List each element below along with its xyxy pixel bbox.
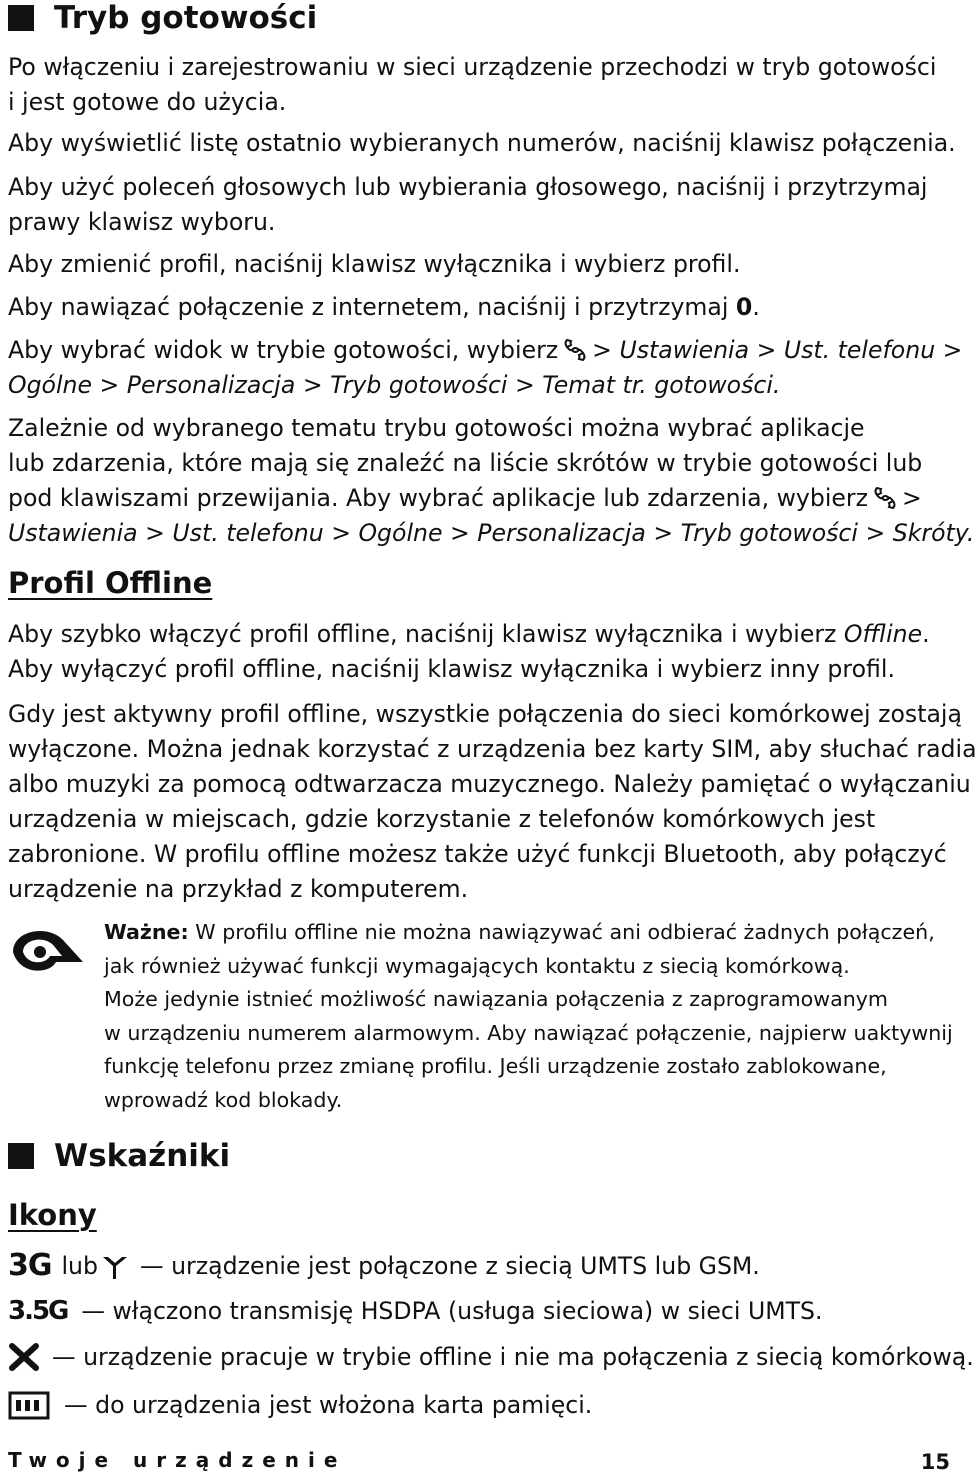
text-segment: Aby szybko włączyć profil offline, naciśnij klawisz wyłącznika i wybierz	[8, 620, 844, 648]
heading-text: Wskaźniki	[54, 1138, 231, 1174]
separator: >	[99, 371, 120, 399]
note-label: Ważne:	[104, 920, 189, 944]
footer-chapter: Twoje urządzenie	[8, 1448, 347, 1472]
antenna-icon	[100, 1251, 130, 1281]
menu-key-icon	[872, 484, 898, 512]
menu-path-item: Ust. telefonu	[172, 519, 324, 547]
text-segment: .	[752, 293, 760, 321]
separator: >	[942, 336, 963, 364]
paragraph-shortcuts	[8, 411, 974, 551]
section-heading-offline: Profil Offline	[8, 566, 213, 600]
separator: >	[865, 519, 886, 547]
key-label: 0	[735, 293, 753, 321]
text-line: Zależnie od wybranego tematu trybu gotowości można wybrać aplikacje	[8, 414, 865, 442]
icon-description: — urządzenie pracuje w trybie offline i nie ma połączenia z siecią komórkową.	[52, 1343, 974, 1371]
text-segment: Aby wybrać widok w trybie gotowości, wybierz	[8, 336, 559, 364]
3g-icon: 3G	[8, 1248, 52, 1283]
separator: >	[145, 519, 165, 547]
menu-path-item: Ustawienia	[8, 519, 138, 547]
text-segment: Aby nawiązać połączenie z internetem, naciśnij i przytrzymaj	[8, 293, 736, 321]
menu-path-item: Tryb gotowości	[680, 519, 858, 547]
text-segment: pod klawiszami przewijania. Aby wybrać aplikacje lub zdarzenia, wybierz	[8, 484, 868, 512]
icon-row-3g	[8, 1248, 760, 1283]
section-heading-indicators	[8, 1138, 230, 1174]
separator: >	[902, 484, 922, 512]
note-important	[104, 916, 953, 1117]
menu-path-item: Offline	[843, 620, 923, 648]
paragraph-offline-enable	[8, 617, 930, 687]
section-heading-standby	[8, 0, 317, 36]
menu-path-item: Temat tr. gotowości.	[542, 371, 781, 399]
text-line: Może jedynie istnieć możliwość nawiązania połączenia z zaprogramowanym	[104, 987, 888, 1011]
text-line: Aby wyłączyć profil offline, naciśnij klawisz wyłącznika i wybierz inny profil.	[8, 655, 895, 683]
paragraph-voice-commands	[8, 170, 927, 240]
heading-bullet-icon	[8, 5, 34, 31]
separator: >	[592, 336, 612, 364]
text-line	[104, 916, 953, 950]
separator: >	[450, 519, 470, 547]
text-segment: .	[922, 620, 930, 648]
text-line: urządzenie na przykład z komputerem.	[8, 875, 469, 903]
paragraph-standby-intro	[8, 50, 936, 120]
page-number: 15	[920, 1450, 950, 1474]
text-segment: lub	[61, 1251, 98, 1280]
separator: >	[331, 519, 351, 547]
text-line: funkcję telefonu przez zmianę profilu. Jeśli urządzenie zostało zablokowane,	[104, 1054, 887, 1078]
icon-description: — urządzenie jest połączone z siecią UMTS lub GSM.	[140, 1251, 760, 1280]
memory-card-icon	[8, 1389, 50, 1421]
important-icon	[8, 922, 86, 980]
menu-key-icon	[562, 336, 588, 364]
paragraph-change-profile	[8, 247, 740, 282]
menu-path-item: Personalizacja	[477, 519, 646, 547]
menu-path-item: Personalizacja	[126, 371, 296, 399]
text-line: jak również używać funkcji wymagających kontaktu z siecią komórkową.	[104, 953, 850, 978]
menu-path-item: Ustawienia	[619, 336, 750, 364]
text-line: zabronione. W profilu offline możesz także użyć funkcji Bluetooth, aby połączyć	[8, 840, 947, 868]
text-line: urządzenia w miejscach, gdzie korzystanie z telefonów komórkowych jest	[8, 805, 876, 833]
text-line: prawy klawisz wyboru.	[8, 208, 276, 236]
icon-row-3-5g	[8, 1296, 822, 1326]
text-line	[8, 290, 760, 325]
paragraph-standby-view	[8, 333, 962, 403]
text-line	[8, 617, 930, 652]
icon-description: — włączono transmisję HSDPA (usługa sieciowa) w sieci UMTS.	[81, 1297, 823, 1325]
offline-icon	[8, 1343, 40, 1371]
icon-row-offline	[8, 1343, 974, 1371]
3-5g-icon: 3.5G	[8, 1296, 68, 1326]
separator: >	[514, 371, 535, 399]
text-line: Gdy jest aktywny profil offline, wszystkie połączenia do sieci komórkowej zostają	[8, 700, 962, 728]
text-line: i jest gotowe do użycia.	[8, 88, 287, 116]
text-line	[8, 368, 962, 403]
text-line	[8, 481, 974, 516]
text-line: albo muzyki za pomocą odtwarzacza muzycznego. Należy pamiętać o wyłączaniu	[8, 770, 971, 798]
text-line: wyłączone. Można jednak korzystać z urządzenia bez karty SIM, aby słuchać radia	[8, 735, 977, 763]
menu-path-item: Skróty.	[892, 519, 975, 547]
separator: >	[756, 336, 777, 364]
separator: >	[653, 519, 674, 547]
paragraph-offline-details	[8, 697, 977, 907]
icon-row-memory-card	[8, 1389, 592, 1421]
menu-path-item: Ogólne	[8, 371, 93, 399]
text-line: Aby wyświetlić listę ostatnio wybieranych numerów, naciśnij klawisz połączenia.	[8, 129, 956, 157]
text-line: w urządzeniu numerem alarmowym. Aby nawiązać połączenie, najpierw uaktywnij	[104, 1020, 953, 1045]
menu-path-item: Ogólne	[358, 519, 443, 547]
menu-path-item: Tryb gotowości	[330, 371, 508, 399]
subheading-icons: Ikony	[8, 1198, 97, 1232]
text-line: lub zdarzenia, które mają się znaleźć na liście skrótów w trybie gotowości lub	[8, 449, 923, 477]
text-line: Po włączeniu i zarejestrowaniu w sieci urządzenie przechodzi w tryb gotowości	[8, 53, 937, 81]
text-segment: W profilu offline nie można nawiązywać ani odbierać żadnych połączeń,	[188, 920, 935, 944]
heading-text: Tryb gotowości	[54, 0, 318, 36]
text-line: wprowadź kod blokady.	[104, 1087, 343, 1112]
paragraph-recent-calls	[8, 126, 956, 161]
menu-path-item: Ust. telefonu	[783, 336, 936, 364]
text-line: Aby użyć poleceń głosowych lub wybierania głosowego, naciśnij i przytrzymaj	[8, 173, 928, 201]
heading-bullet-icon	[8, 1143, 34, 1169]
paragraph-internet	[8, 290, 760, 325]
text-line: Aby zmienić profil, naciśnij klawisz wyłącznika i wybierz profil.	[8, 250, 741, 278]
text-line	[8, 516, 974, 551]
separator: >	[302, 371, 323, 399]
text-line	[8, 333, 962, 368]
icon-description: — do urządzenia jest włożona karta pamięci.	[64, 1391, 593, 1419]
